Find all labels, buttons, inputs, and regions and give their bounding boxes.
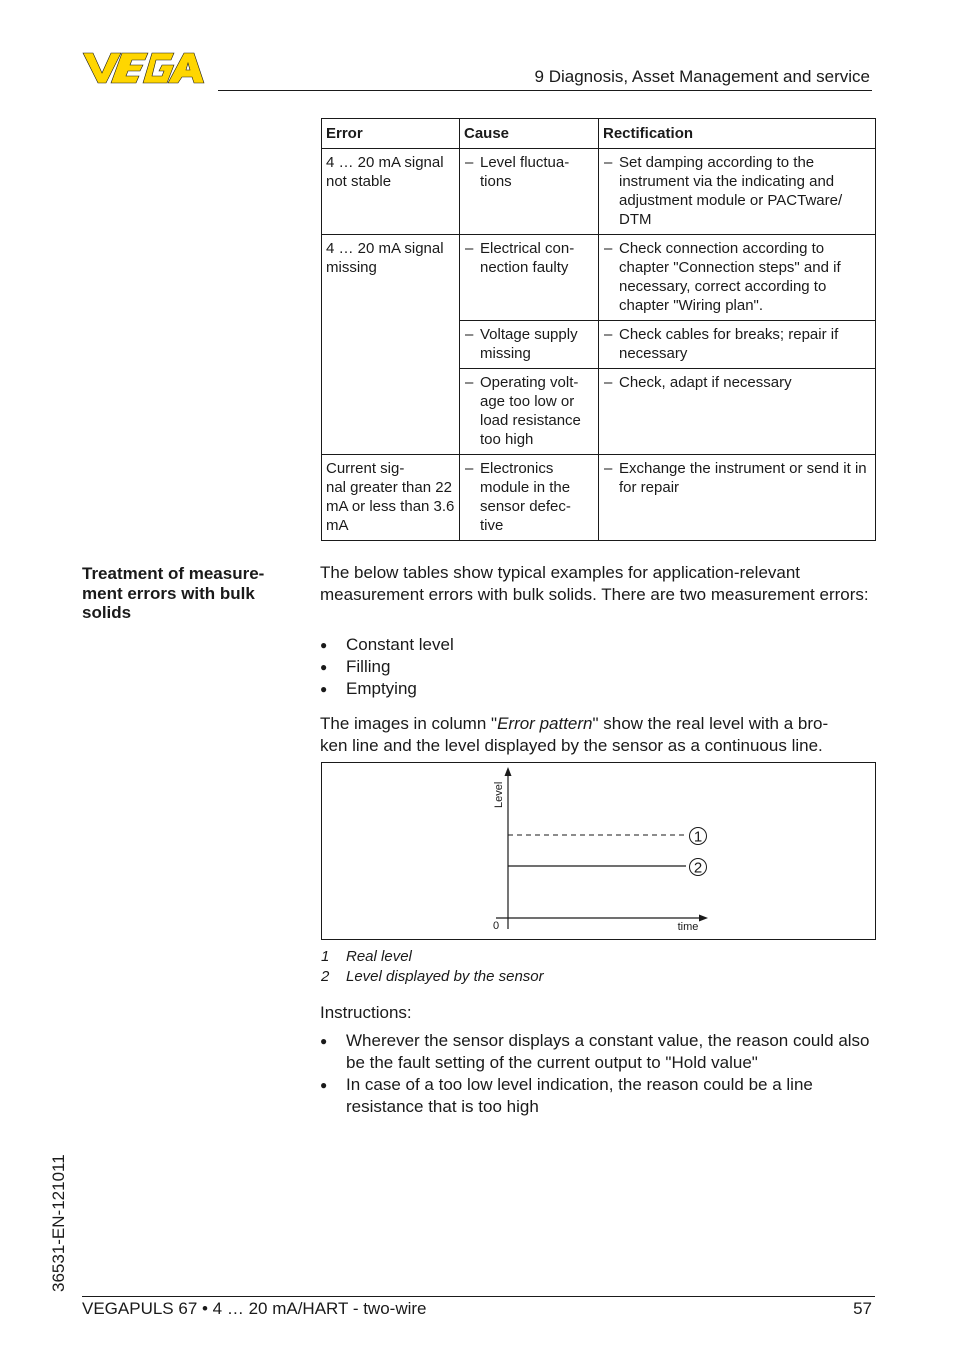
column-header-rectification: Rectification: [599, 119, 876, 149]
list-item: ● Wherever the sensor displays a constant value, the reason could also be the fault setting of the current output to "Hold value": [320, 1031, 870, 1072]
cause-text: Level fluctua- tions: [480, 154, 570, 190]
cause-cell: – Electrical con- nection faulty: [460, 235, 599, 321]
bullet-icon: ●: [320, 660, 328, 674]
table-header-row: [322, 119, 876, 149]
list-item: ● In case of a too low level indication, the reason could be a line resistance that is too high: [320, 1075, 813, 1116]
cause-cell: – Operating volt- age too low or load resistance too high: [460, 369, 599, 455]
y-axis-label: Level: [493, 781, 505, 808]
instructions-label: Instructions:: [320, 1003, 412, 1022]
callout-1-label: 1: [693, 828, 703, 846]
list-item: ● Emptying: [320, 679, 417, 698]
intro-paragraph: The below tables show typical examples for application-relevant measurement errors with bulk solids. There are two measurement errors:: [320, 563, 869, 604]
footer-product: VEGAPULS 67 • 4 … 20 mA/HART - two-wire: [82, 1299, 427, 1318]
rectification-cell: – Check, adapt if necessary: [599, 369, 876, 455]
rectification-text: Check, adapt if necessary: [619, 374, 792, 391]
bullet-icon: ●: [320, 682, 328, 696]
callout-2-label: 2: [693, 859, 703, 877]
cause-cell: – Voltage supply missing: [460, 321, 599, 369]
document-code: 36531-EN-121011: [49, 1154, 68, 1292]
error-table: [321, 118, 876, 541]
cause-text: Voltage supply missing: [480, 326, 578, 362]
list-item: ● Filling: [320, 657, 391, 676]
column-header-cause: Cause: [460, 119, 599, 149]
origin-label: 0: [492, 920, 500, 932]
rectification-cell: – Exchange the instrument or send it in for repair: [599, 455, 876, 541]
emphasis: Error pattern: [497, 714, 593, 733]
rectification-text: Exchange the instrument or send it in for repair: [619, 460, 867, 496]
bullet-icon: ●: [320, 1034, 328, 1048]
vega-logo: [82, 52, 212, 84]
rectification-cell: – Check cables for breaks; repair if necessary: [599, 321, 876, 369]
error-type-list: [320, 634, 870, 700]
cause-cell: – Electronics module in the sensor defec- tive: [460, 455, 599, 541]
section-heading: Treatment of measure- ment errors with bulk solids: [82, 564, 265, 622]
rectification-text: Check connection according to chapter "Connection steps" and if necessary, correct according to chapter "Wiring plan".: [619, 240, 841, 314]
rectification-text: Set damping according to the instrument via the indicating and adjustment module or PACTware/ DTM: [619, 154, 843, 228]
cause-cell: – Level fluctua- tions: [460, 149, 599, 235]
header-rule: [218, 90, 872, 91]
x-axis-label: time: [677, 921, 699, 933]
cause-text: Electronics module in the sensor defec- tive: [480, 460, 571, 534]
cause-text: Electrical con- nection faulty: [480, 240, 575, 276]
rectification-text: Check cables for breaks; repair if necessary: [619, 326, 839, 362]
figure-legend: [321, 947, 544, 986]
error-cell: 4 … 20 mA signal missing: [322, 235, 460, 455]
page-number: 57: [853, 1299, 872, 1318]
cause-text: Operating volt- age too low or load resistance too high: [480, 374, 581, 448]
table-row: [322, 149, 876, 235]
bullet-icon: ●: [320, 1078, 328, 1092]
level-diagram: [322, 763, 875, 939]
legend-item: 1 Real level: [321, 948, 412, 965]
list-item: ● Constant level: [320, 635, 454, 654]
column-header-error: Error: [322, 119, 460, 149]
rectification-cell: – Set damping according to the instrument via the indicating and adjustment module or PACTware/ DTM: [599, 149, 876, 235]
bullet-icon: ●: [320, 638, 328, 652]
error-pattern-figure: [321, 762, 876, 940]
legend-item: 2 Level displayed by the sensor: [321, 967, 544, 985]
error-cell: 4 … 20 mA signal not stable: [322, 149, 460, 235]
explanation-paragraph: The images in column "Error pattern" show the real level with a bro- ken line and the level displayed by the sensor as a continuous line.: [320, 714, 829, 755]
header-title: 9 Diagnosis, Asset Management and service: [534, 67, 870, 86]
instructions-list: [320, 1030, 870, 1118]
table-row: [322, 235, 876, 321]
footer-rule: [82, 1296, 875, 1297]
rectification-cell: – Check connection according to chapter "Connection steps" and if necessary, correct according to chapter "Wiring plan".: [599, 235, 876, 321]
x-axis-arrow: [699, 915, 708, 922]
y-axis-arrow: [505, 767, 512, 776]
error-cell: Current sig- nal greater than 22 mA or less than 3.6 mA: [322, 455, 460, 541]
table-row: [322, 455, 876, 541]
